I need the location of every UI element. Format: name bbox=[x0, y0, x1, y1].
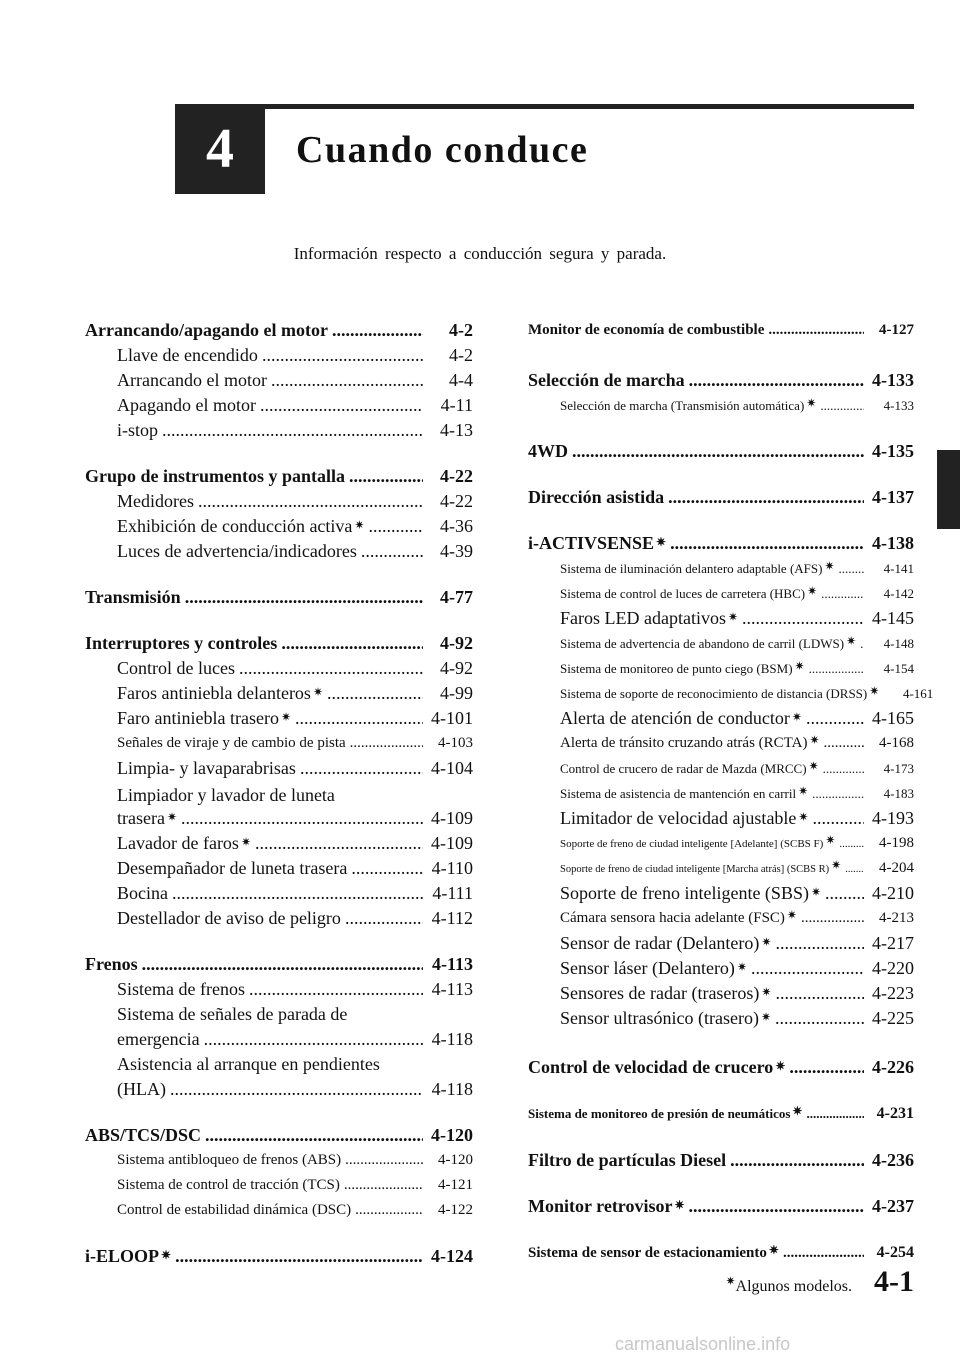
toc-entry[interactable]: Selección de marcha (Transmisión automática) ✷ ..... 4-133 bbox=[560, 393, 914, 419]
toc-entry[interactable]: Control de estabilidad dinámica (DSC) ..... 4-122 bbox=[117, 1198, 473, 1223]
toc-entry[interactable]: Sistema de control de luces de carretera (HBC) ✷ ..... 4-142 bbox=[560, 581, 914, 607]
asterisk-icon: ✷ bbox=[674, 1198, 685, 1212]
toc-entry[interactable]: Alerta de tránsito cruzando atrás (RCTA) ✷ ..... 4-168 bbox=[560, 731, 914, 756]
asterisk-icon: ✷ bbox=[280, 710, 292, 724]
asterisk-icon: ✷ bbox=[727, 610, 739, 624]
toc-entry[interactable]: Sistema de señales de parada de emergencia ..... 4-118 bbox=[117, 1027, 473, 1052]
toc-entry[interactable]: i-ELOOP ✷ ..... 4-124 bbox=[85, 1244, 473, 1271]
toc-entry[interactable]: Faros antiniebla delanteros ✷ ..... 4-99 bbox=[117, 681, 473, 708]
chapter-number: 4 bbox=[206, 118, 234, 180]
toc-entry[interactable]: Sistema de sensor de estacionamiento ✷ ..... 4-254 bbox=[528, 1240, 914, 1266]
chapter-subtitle: Información respecto a conducción segura y parada. bbox=[293, 244, 667, 263]
asterisk-icon: ✷ bbox=[736, 960, 747, 974]
toc-entry[interactable]: Control de velocidad de crucero ✷ ..... 4-226 bbox=[528, 1055, 914, 1082]
chapter-rule bbox=[175, 104, 914, 109]
toc-entry[interactable]: Luces de advertencia/indicadores ..... 4-39 bbox=[117, 539, 473, 564]
toc-entry[interactable]: Sistema de advertencia de abandono de carril (LDWS) ✷ ..... 4-148 bbox=[560, 631, 914, 657]
asterisk-icon: ✷ bbox=[806, 396, 817, 410]
toc-entry[interactable]: Lavador de faros ✷ ..... 4-109 bbox=[117, 831, 473, 858]
toc-entry[interactable]: Filtro de partículas Diesel ..... 4-236 bbox=[528, 1148, 914, 1173]
asterisk-icon: ✷ bbox=[768, 1243, 779, 1257]
toc-entry[interactable]: Destellador de aviso de peligro ..... 4-112 bbox=[117, 906, 473, 931]
watermark: carmanualsonline.info bbox=[615, 1334, 791, 1354]
toc-entry[interactable]: Sistema de control de tracción (TCS) ..... 4-121 bbox=[117, 1173, 473, 1198]
asterisk-icon: ✷ bbox=[656, 535, 667, 549]
toc-entry[interactable]: Soporte de freno de ciudad inteligente [Marcha atrás] (SCBS R) ✷ ..... 4-204 bbox=[560, 856, 914, 882]
asterisk-icon: ✷ bbox=[798, 784, 809, 798]
asterisk-icon: ✷ bbox=[809, 733, 820, 747]
toc-entry[interactable]: Interruptores y controles ..... 4-92 bbox=[85, 631, 473, 656]
asterisk-icon: ✷ bbox=[807, 584, 818, 598]
toc-entry[interactable]: Grupo de instrumentos y pantalla ..... 4-22 bbox=[85, 464, 473, 489]
toc-entry[interactable]: Apagando el motor ..... 4-11 bbox=[117, 393, 473, 418]
asterisk-icon: ✷ bbox=[775, 1059, 786, 1073]
chapter-number-box bbox=[175, 104, 265, 194]
toc-entry[interactable]: Faros LED adaptativos ✷ ..... 4-145 bbox=[560, 606, 914, 633]
toc-entry[interactable]: 4WD ..... 4-135 bbox=[528, 439, 914, 464]
asterisk-icon: ✷ bbox=[846, 634, 857, 648]
toc-entry[interactable]: Señales de viraje y de cambio de pista ..... 4-103 bbox=[117, 731, 473, 756]
footnote: Algunos modelos. bbox=[735, 1278, 852, 1295]
toc-entry[interactable]: Medidores ..... 4-22 bbox=[117, 489, 473, 514]
toc-entry[interactable]: Llave de encendido ..... 4-2 bbox=[117, 343, 473, 368]
toc-entry[interactable]: Transmisión ..... 4-77 bbox=[85, 585, 473, 610]
asterisk-icon: ✷ bbox=[760, 1010, 772, 1024]
asterisk-icon: ✷ bbox=[794, 659, 805, 673]
asterisk-icon: ✷ bbox=[312, 685, 324, 699]
toc-entry[interactable]: Sistema antibloqueo de frenos (ABS) ..... 4-120 bbox=[117, 1148, 473, 1173]
toc-entry[interactable]: ABS/TCS/DSC ..... 4-120 bbox=[85, 1123, 473, 1148]
asterisk-icon: ✷ bbox=[166, 810, 178, 824]
chapter-side-tab bbox=[937, 450, 960, 529]
toc-entry[interactable]: Sistema de monitoreo de presión de neumáticos ✷ ..... 4-231 bbox=[528, 1101, 914, 1127]
toc-entry[interactable]: Asistencia al arranque en pendientes (HLA) ..... 4-118 bbox=[117, 1077, 473, 1102]
toc-entry[interactable]: Arrancando/apagando el motor ..... 4-2 bbox=[85, 318, 473, 343]
toc-entry[interactable]: Frenos ..... 4-113 bbox=[85, 952, 473, 977]
toc-entry[interactable]: Control de crucero de radar de Mazda (MRCC) ✷ ..... 4-173 bbox=[560, 756, 914, 782]
toc-entry[interactable]: Soporte de freno inteligente (SBS) ✷ ..... 4-210 bbox=[560, 881, 914, 908]
toc-entry[interactable]: Soporte de freno de ciudad inteligente [Adelante] (SCBS F) ✷ ..... 4-198 bbox=[560, 831, 914, 857]
asterisk-icon: ✷ bbox=[240, 835, 252, 849]
toc-entry[interactable]: Selección de marcha ..... 4-133 bbox=[528, 368, 914, 393]
toc-entry[interactable]: Exhibición de conducción activa ✷ ..... 4-36 bbox=[117, 514, 473, 541]
asterisk-icon: ✷ bbox=[354, 518, 365, 532]
toc-entry[interactable]: Limpia- y lavaparabrisas ..... 4-104 bbox=[117, 756, 473, 781]
asterisk-icon: ✷ bbox=[808, 759, 819, 773]
toc-entry[interactable]: Sensores de radar (traseros) ✷ ..... 4-223 bbox=[560, 981, 914, 1008]
asterisk-icon: ✷ bbox=[810, 885, 822, 899]
asterisk-icon: ✷ bbox=[831, 858, 842, 872]
asterisk-icon: ✷ bbox=[798, 810, 809, 824]
toc-entry[interactable]: Sistema de soporte de reconocimiento de distancia (DRSS) ✷ 4-161 bbox=[560, 681, 914, 707]
toc-entry[interactable]: Monitor retrovisor ✷ ..... 4-237 bbox=[528, 1194, 914, 1221]
toc-entry[interactable]: Limitador de velocidad ajustable ✷ ..... 4-193 bbox=[560, 806, 914, 833]
toc-entry[interactable]: i-ACTIVSENSE ✷ ..... 4-138 bbox=[528, 531, 914, 558]
page-footer bbox=[725, 1265, 914, 1299]
asterisk-icon: ✷ bbox=[725, 1274, 736, 1288]
toc-entry[interactable]: Arrancando el motor ..... 4-4 bbox=[117, 368, 473, 393]
page-number: 4-1 bbox=[874, 1265, 914, 1298]
toc-entry[interactable]: Monitor de economía de combustible ..... 4-127 bbox=[528, 318, 914, 343]
toc-entry[interactable]: Sistema de frenos ..... 4-113 bbox=[117, 977, 473, 1002]
toc-entry[interactable]: Limpiador y lavador de luneta trasera ✷ ..... 4-109 bbox=[117, 806, 473, 833]
toc-entry[interactable]: Bocina ..... 4-111 bbox=[117, 881, 473, 906]
toc-entry[interactable]: Dirección asistida ..... 4-137 bbox=[528, 485, 914, 510]
asterisk-icon: ✷ bbox=[869, 684, 880, 698]
toc-entry[interactable]: Sensor de radar (Delantero) ✷ ..... 4-217 bbox=[560, 931, 914, 958]
asterisk-icon: ✷ bbox=[824, 559, 835, 573]
toc-entry[interactable]: Sensor láser (Delantero) ✷ ..... 4-220 bbox=[560, 956, 914, 983]
toc-entry[interactable]: Sistema de asistencia de mantención en carril ✷ ..... 4-183 bbox=[560, 781, 914, 807]
asterisk-icon: ✷ bbox=[761, 985, 772, 999]
toc-entry[interactable]: Sistema de iluminación delantero adaptable (AFS) ✷ ..... 4-141 bbox=[560, 556, 914, 582]
toc-entry[interactable]: Desempañador de luneta trasera ..... 4-110 bbox=[117, 856, 473, 881]
asterisk-icon: ✷ bbox=[792, 1104, 803, 1118]
toc-entry[interactable]: Cámara sensora hacia adelante (FSC) ✷ ..... 4-213 bbox=[560, 906, 914, 931]
asterisk-icon: ✷ bbox=[761, 935, 772, 949]
chapter-title: Cuando conduce bbox=[296, 129, 589, 171]
asterisk-icon: ✷ bbox=[825, 833, 836, 847]
asterisk-icon: ✷ bbox=[786, 908, 797, 922]
asterisk-icon: ✷ bbox=[791, 710, 802, 724]
toc-entry[interactable]: Sensor ultrasónico (trasero) ✷ ..... 4-225 bbox=[560, 1006, 914, 1033]
asterisk-icon: ✷ bbox=[161, 1248, 172, 1262]
toc-entry[interactable]: Sistema de monitoreo de punto ciego (BSM) ✷ ..... 4-154 bbox=[560, 656, 914, 682]
toc-entry[interactable]: i-stop ..... 4-13 bbox=[117, 418, 473, 443]
toc-entry[interactable]: Alerta de atención de conductor ✷ ..... 4-165 bbox=[560, 706, 914, 733]
toc-entry[interactable]: Faro antiniebla trasero ✷ ..... 4-101 bbox=[117, 706, 473, 733]
toc-entry[interactable]: Control de luces ..... 4-92 bbox=[117, 656, 473, 681]
